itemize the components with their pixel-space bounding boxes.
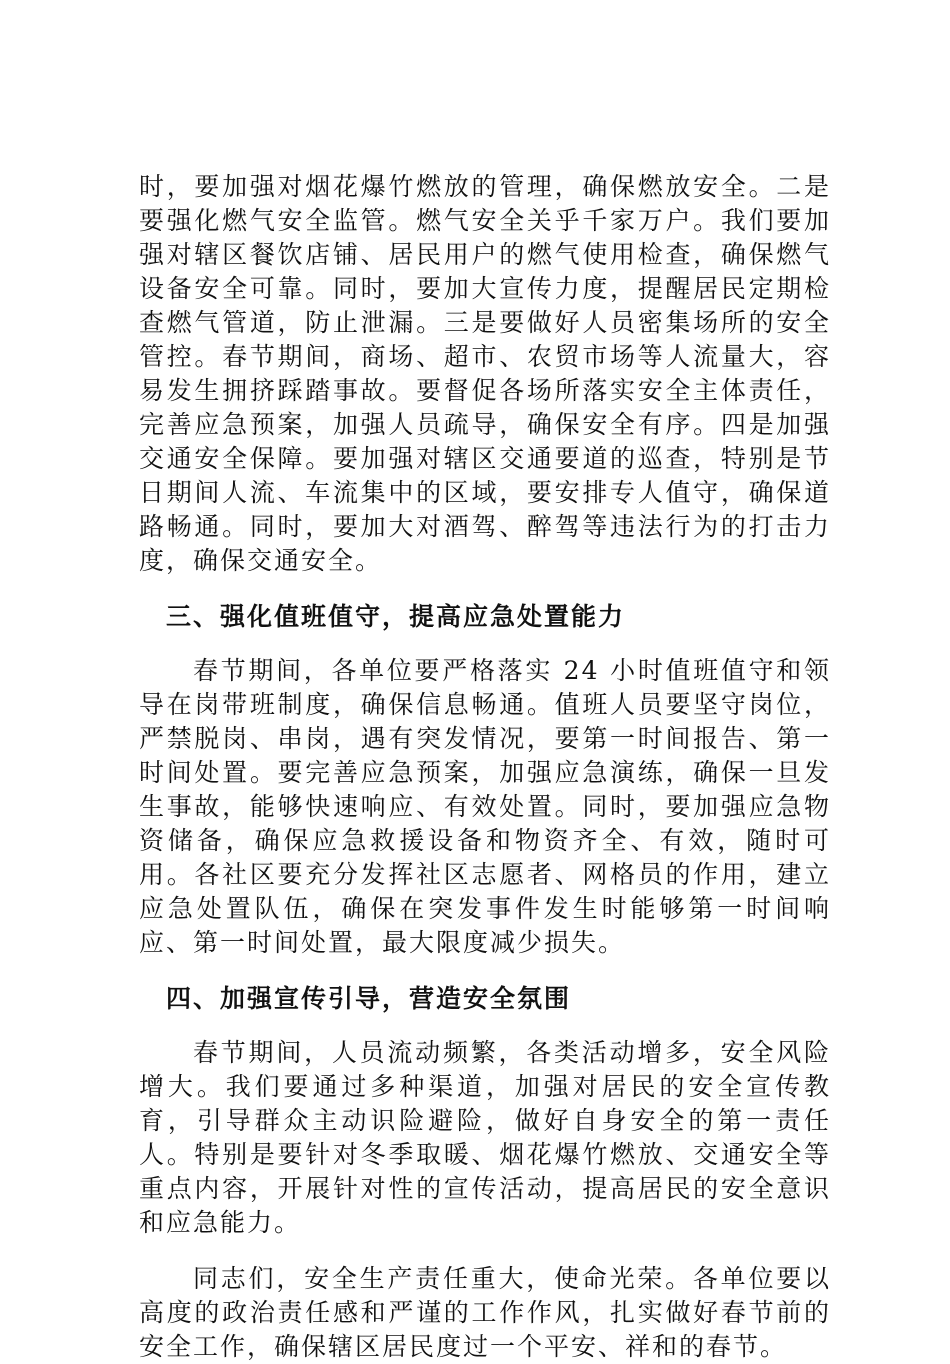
intro-paragraph: 时，要加强对烟花爆竹燃放的管理，确保燃放安全。二是要强化燃气安全监管。燃气安全关乎千家万户。我们要加强对辖区餐饮店铺、居民用户的燃气使用检查，确保燃气设备安全可靠。同时，要加大宣传力度，提醒居民定期检查燃气管道，防止泄漏。三是要做好人员密集场所的安全管控。春节期间，商场、超市、农贸市场等人流量大，容易发生拥挤踩踏事故。要督促各场所落实安全主体责任，完善应急预案，加强人员疏导，确保安全有序。四是加强交通安全保障。要加强对辖区交通要道的巡查，特别是节日期间人流、车流集中的区域，要安排专人值守，确保道路畅通。同时，要加大对酒驾、醉驾等违法行为的打击力度，确保交通安全。 [139,172,831,575]
section-3-paragraph: 春节期间，各单位要严格落实 24 小时值班值守和领导在岗带班制度，确保信息畅通。值班人员要坚守岗位，严禁脱岗、串岗，遇有突发情况，要第一时间报告、第一时间处置。要完善应急预案，加强应急演练，确保一旦发生事故，能够快速响应、有效处置。同时，要加强应急物资储备，确保应急救援设备和物资齐全、有效，随时可用。各社区要充分发挥社区志愿者、网格员的作用，建立应急处置队伍，确保在突发事件发生时能够第一时间响应、第一时间处置，最大限度减少损失。 [139,656,831,957]
section-4-paragraph: 春节期间，人员流动频繁，各类活动增多，安全风险增大。我们要通过多种渠道，加强对居民的安全宣传教育，引导群众主动识险避险，做好自身安全的第一责任人。特别是要针对冬季取暖、烟花爆竹燃放、交通安全等重点内容，开展针对性的宣传活动，提高居民的安全意识和应急能力。 [139,1038,831,1237]
closing-paragraph: 同志们，安全生产责任重大，使命光荣。各单位要以高度的政治责任感和严谨的工作作风，扎实做好春节前的安全工作，确保辖区居民度过一个平安、祥和的春节。 [139,1264,831,1361]
section-3-heading: 三、强化值班值守，提高应急处置能力 [166,602,626,631]
section-4-heading: 四、加强宣传引导，营造安全氛围 [166,984,572,1013]
paragraph-gap [139,1240,831,1262]
document-body [139,170,831,1364]
